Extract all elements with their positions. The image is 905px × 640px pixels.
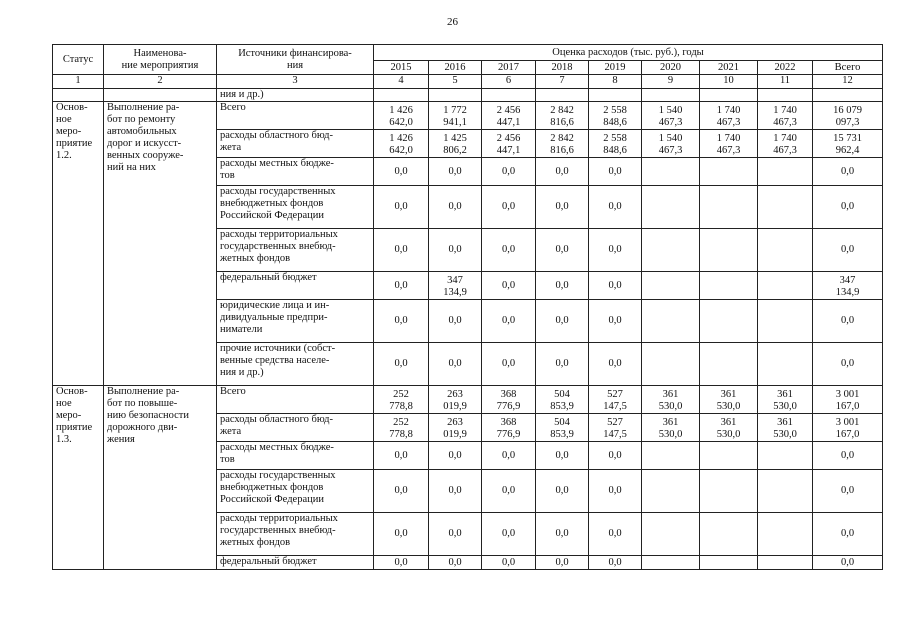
value-cell: 0,0 [536,158,589,186]
value-cell: 1 540 467,3 [642,102,700,130]
value-cell: 0,0 [536,300,589,343]
value-cell: 0,0 [813,158,883,186]
value-cell [642,229,700,272]
source-label: расходы местных бюдже- тов [217,158,374,186]
value-cell: 347 134,9 [429,272,482,300]
value-cell: 361 530,0 [642,386,700,414]
column-number-11: 12 [813,75,883,89]
column-number-3: 4 [374,75,429,89]
value-cell [700,158,758,186]
source-label: прочие источники (собст- венные средства населе- ния и др.) [217,343,374,386]
value-cell: 361 530,0 [700,386,758,414]
source-label: расходы государственных внебюджетных фондов Российской Федерации [217,186,374,229]
value-cell [642,343,700,386]
header-year-0: 2015 [374,61,429,75]
value-cell [758,442,813,470]
value-cell: 0,0 [482,158,536,186]
value-cell: 527 147,5 [589,386,642,414]
column-number-6: 7 [536,75,589,89]
value-cell: 0,0 [482,343,536,386]
value-cell: 0,0 [536,186,589,229]
value-cell: 0,0 [589,186,642,229]
column-number-4: 5 [429,75,482,89]
value-cell: 0,0 [374,158,429,186]
value-cell: 368 776,9 [482,414,536,442]
value-cell [700,556,758,570]
source-label: Всего [217,102,374,130]
value-cell: 0,0 [429,556,482,570]
value-cell: 0,0 [589,272,642,300]
value-cell: 0,0 [482,186,536,229]
value-cell: 0,0 [429,343,482,386]
header-year-4: 2019 [589,61,642,75]
value-cell: 0,0 [482,229,536,272]
value-cell: 0,0 [429,229,482,272]
value-cell: 0,0 [482,556,536,570]
column-number-2: 3 [217,75,374,89]
header-year-1: 2016 [429,61,482,75]
value-cell: 0,0 [813,470,883,513]
header-year-6: 2021 [700,61,758,75]
source-label: расходы государственных внебюджетных фондов Российской Федерации [217,470,374,513]
value-cell [700,300,758,343]
column-number-10: 11 [758,75,813,89]
value-cell: 1 425 806,2 [429,130,482,158]
value-cell: 2 456 447,1 [482,130,536,158]
value-cell: 2 558 848,6 [589,102,642,130]
value-cell: 0,0 [536,272,589,300]
value-cell: 361 530,0 [700,414,758,442]
value-cell [642,186,700,229]
value-cell: 0,0 [536,229,589,272]
header-sources: Источники финансирова- ния [217,45,374,75]
block-status: Основ- ное меро- приятие 1.3. [53,386,104,570]
header-year-7: 2022 [758,61,813,75]
source-label: юридические лица и ин- дивидуальные предпри- ниматели [217,300,374,343]
column-number-7: 8 [589,75,642,89]
column-number-1: 2 [104,75,217,89]
value-cell: 1 772 941,1 [429,102,482,130]
value-cell: 0,0 [429,442,482,470]
value-cell: 0,0 [482,300,536,343]
value-cell: 0,0 [536,442,589,470]
value-cell: 0,0 [813,513,883,556]
value-cell: 0,0 [374,300,429,343]
value-cell: 0,0 [482,513,536,556]
value-cell: 368 776,9 [482,386,536,414]
value-cell [758,186,813,229]
source-label: Всего [217,386,374,414]
value-cell: 0,0 [813,300,883,343]
value-cell [758,343,813,386]
value-cell: 347 134,9 [813,272,883,300]
header-year-8: Всего [813,61,883,75]
source-label: федеральный бюджет [217,272,374,300]
value-cell: 0,0 [374,556,429,570]
value-cell: 0,0 [813,343,883,386]
value-cell [642,442,700,470]
value-cell: 2 842 816,6 [536,130,589,158]
value-cell: 0,0 [374,470,429,513]
value-cell [758,272,813,300]
value-cell: 2 842 816,6 [536,102,589,130]
value-cell: 0,0 [589,442,642,470]
value-cell: 504 853,9 [536,414,589,442]
table-row [53,102,883,130]
expense-table [52,44,883,570]
value-cell: 0,0 [374,272,429,300]
header-estimate: Оценка расходов (тыс. руб.), годы [374,45,883,61]
source-label: расходы областного бюд- жета [217,130,374,158]
value-cell [642,300,700,343]
value-cell [758,556,813,570]
value-cell: 3 001 167,0 [813,386,883,414]
header-status: Статус [53,45,104,75]
value-cell: 0,0 [536,556,589,570]
value-cell: 0,0 [589,343,642,386]
value-cell: 0,0 [536,513,589,556]
value-cell: 0,0 [482,272,536,300]
value-cell: 0,0 [374,229,429,272]
column-number-8: 9 [642,75,700,89]
header-year-5: 2020 [642,61,700,75]
value-cell: 252 778,8 [374,386,429,414]
value-cell [758,513,813,556]
value-cell: 361 530,0 [758,386,813,414]
value-cell [700,470,758,513]
value-cell: 0,0 [589,300,642,343]
value-cell [700,229,758,272]
value-cell: 0,0 [429,470,482,513]
column-number-9: 10 [700,75,758,89]
value-cell [642,272,700,300]
value-cell [642,470,700,513]
source-label: расходы областного бюд- жета [217,414,374,442]
value-cell [758,158,813,186]
source-label: расходы территориальных государственных внебюд- жетных фондов [217,229,374,272]
value-cell: 0,0 [536,470,589,513]
value-cell: 1 426 642,0 [374,102,429,130]
header-year-2: 2017 [482,61,536,75]
value-cell: 1 426 642,0 [374,130,429,158]
value-cell: 0,0 [429,513,482,556]
value-cell [700,442,758,470]
value-cell: 0,0 [813,556,883,570]
value-cell [642,158,700,186]
block-name: Выполнение ра- бот по повыше- нию безопасности дорожного дви- жения [104,386,217,570]
value-cell: 2 558 848,6 [589,130,642,158]
value-cell: 0,0 [374,343,429,386]
value-cell: 0,0 [813,229,883,272]
value-cell: 0,0 [813,186,883,229]
value-cell [758,470,813,513]
value-cell: 0,0 [482,442,536,470]
value-cell: 0,0 [589,470,642,513]
value-cell [700,513,758,556]
value-cell: 527 147,5 [589,414,642,442]
value-cell: 1 740 467,3 [700,102,758,130]
value-cell: 504 853,9 [536,386,589,414]
value-cell: 0,0 [482,470,536,513]
value-cell [700,186,758,229]
value-cell: 1 740 467,3 [700,130,758,158]
table-row [53,386,883,414]
value-cell: 0,0 [429,186,482,229]
value-cell: 263 019,9 [429,414,482,442]
value-cell: 0,0 [536,343,589,386]
value-cell: 1 740 467,3 [758,130,813,158]
value-cell [758,300,813,343]
value-cell: 0,0 [374,442,429,470]
value-cell: 0,0 [589,229,642,272]
value-cell: 0,0 [589,556,642,570]
value-cell: 1 540 467,3 [642,130,700,158]
continuation-text: ния и др.) [217,89,374,102]
value-cell [642,556,700,570]
value-cell: 15 731 962,4 [813,130,883,158]
value-cell: 0,0 [589,158,642,186]
value-cell: 361 530,0 [642,414,700,442]
value-cell: 0,0 [589,513,642,556]
value-cell: 0,0 [374,513,429,556]
value-cell: 263 019,9 [429,386,482,414]
source-label: федеральный бюджет [217,556,374,570]
value-cell: 0,0 [374,186,429,229]
value-cell: 3 001 167,0 [813,414,883,442]
value-cell: 0,0 [429,300,482,343]
block-status: Основ- ное меро- приятие 1.2. [53,102,104,386]
value-cell: 1 740 467,3 [758,102,813,130]
source-label: расходы местных бюдже- тов [217,442,374,470]
value-cell: 361 530,0 [758,414,813,442]
value-cell: 16 079 097,3 [813,102,883,130]
source-label: расходы территориальных государственных внебюд- жетных фондов [217,513,374,556]
value-cell [758,229,813,272]
value-cell: 0,0 [429,158,482,186]
value-cell: 252 778,8 [374,414,429,442]
header-name: Наименова- ние мероприятия [104,45,217,75]
block-name: Выполнение ра- бот по ремонту автомобильных дорог и искусст- венных сооруже- ний на них [104,102,217,386]
value-cell [700,272,758,300]
column-number-5: 6 [482,75,536,89]
page-number: 26 [447,16,458,28]
value-cell: 2 456 447,1 [482,102,536,130]
value-cell [700,343,758,386]
value-cell: 0,0 [813,442,883,470]
column-number-0: 1 [53,75,104,89]
header-year-3: 2018 [536,61,589,75]
value-cell [642,513,700,556]
